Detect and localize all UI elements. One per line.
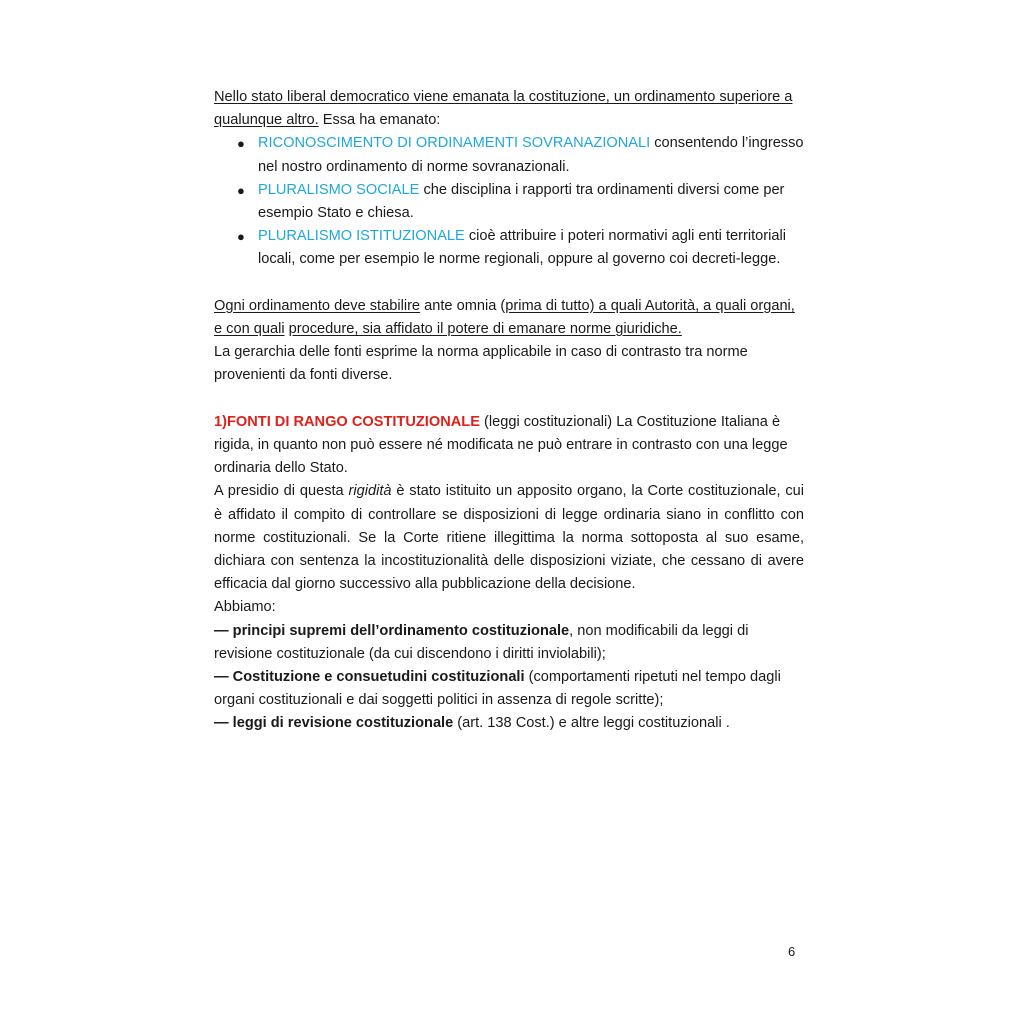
gerarchia-paragraph: La gerarchia delle fonti esprime la norma applicabile in caso di contrasto tra norme provenienti da fonti diverse. [214, 344, 748, 384]
intro-paragraph [214, 86, 804, 132]
list-item-text: consentendo l’ingresso nel nostro ordinamento di norme sovranazionali. [258, 135, 804, 175]
section-heading-rest: (leggi costituzionali) La Costituzione Italiana è rigida, in quanto non può essere né modificata ne può entrare in contrasto con una legge ordinaria dello Stato. [214, 413, 788, 477]
list-item-highlight: PLURALISMO ISTITUZIONALE [258, 228, 465, 245]
fonti-item-dash: — [214, 669, 233, 686]
ordinamento-paragraph [214, 295, 804, 341]
bullet-icon: ● [237, 229, 245, 245]
list-item [214, 225, 804, 271]
fonti-item-bold: principi supremi dell’ordinamento costituzionale [232, 622, 570, 639]
list-item-text: che disciplina i rapporti tra ordinamenti diversi come per esempio Stato e chiesa. [258, 181, 785, 222]
fonti-item-text: (art. 138 Cost.) e altre leggi costituzionali . [453, 715, 730, 732]
bullet-icon: ● [237, 182, 245, 198]
fonti-item-bold: leggi di revisione costituzionale [232, 715, 454, 732]
intro-rest: Essa ha emanato: [318, 112, 441, 129]
list-item-highlight: RICONOSCIMENTO DI ORDINAMENTI SOVRANAZIONALI [258, 135, 651, 152]
list-item-text: cioè attribuire i poteri normativi agli enti territoriali locali, come per esempio le norme regionali, oppure al governo coi decreti-legge. [258, 228, 786, 268]
fonti-item-text: , non modificabili da leggi di revisione costituzionale (da cui discendono i diritti inviolabili); [214, 622, 749, 662]
ordinamento-underlined-1: Ogni ordinamento deve stabilire [214, 297, 421, 314]
section-heading: 1)FONTI DI RANGO COSTITUZIONALE [214, 413, 480, 430]
ordinamento-text-1: ante omnia ( [420, 297, 506, 314]
presidio-italic: rigidità [348, 483, 392, 500]
fonti-item-dash: — [214, 622, 233, 639]
fonti-item [214, 712, 804, 735]
presidio-paragraph [214, 480, 804, 596]
list-item [214, 179, 804, 225]
fonti-intro-paragraph [214, 411, 804, 481]
fonti-item-text: (comportamenti ripetuti nel tempo dagli organi costituzionali e dai soggetti politici in assenza di regole scritte); [214, 669, 781, 709]
spacer [214, 272, 804, 295]
presidio-text-b: è stato istituito un apposito organo, la Corte costituzionale, cui è affidato il compito di controllare se disposizioni di legge ordinaria siano in conflitto con norme costituzionali. Se la Corte ritiene illegittima la norma sottoposta al suo esame, dichiara con sentenza la incostituzionalità delle disposizioni viziate, che cessano di avere efficacia dal giorno successivo alla pubblicazione della decisione. [214, 483, 804, 593]
fonti-item [214, 666, 804, 712]
bullet-icon: ● [237, 136, 245, 152]
ordinamento-underlined-2: prima di tutto) a quali Autorità, a quali organi, e con quali [214, 297, 795, 338]
intro-underlined: Nello stato liberal democratico viene emanata la costituzione, un ordinamento superiore a qualunque altro. [214, 89, 793, 129]
fonti-item-dash: — [214, 715, 233, 732]
spacer [214, 388, 804, 411]
principles-list [214, 132, 804, 271]
document-body [214, 86, 804, 736]
abbiamo-label: Abbiamo: [214, 599, 276, 616]
list-item [214, 132, 804, 178]
page-number: 6 [788, 944, 796, 959]
presidio-text-a: A presidio di questa [214, 483, 349, 500]
list-item-highlight: PLURALISMO SOCIALE [258, 181, 420, 198]
ordinamento-underlined-3: procedure, sia affidato il potere di emanare norme giuridiche. [288, 321, 682, 338]
fonti-item [214, 620, 804, 666]
fonti-item-bold: Costituzione e consuetudini costituzionali [232, 669, 525, 686]
